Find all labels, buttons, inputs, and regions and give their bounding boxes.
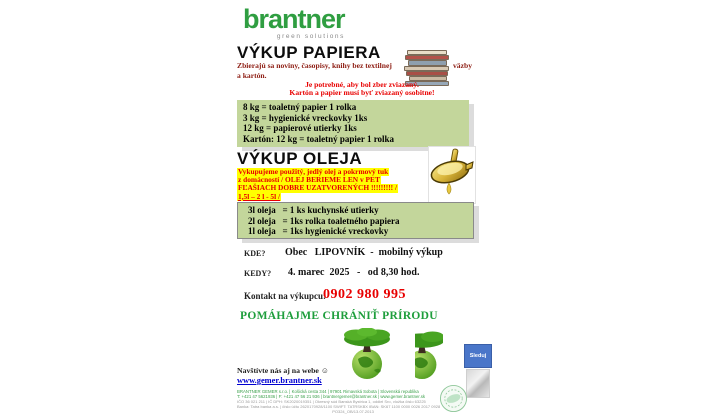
paper-warning-line1: Je potrebné, aby bol zber zviazaný. [305,80,419,89]
tree-globe-image-1 [340,328,394,380]
oil-highlight-line: 1,5l – 2 l - 5l / [238,191,281,201]
paper-section-title: VÝKUP PAPIERA [237,43,381,62]
paper-intro-line2: a kartón. [237,71,267,80]
paper-intro-line1: Zbierajú sa noviny, časopisy, knihy bez textilnej [237,61,392,70]
paper-warning-line2: Kartón a papier musí byť zviazaný osobitne! [289,88,435,97]
footer-line: T: +421 47 5621936 | F: +421 47 56 21 936 | brantnergemer@brantner.sk | www.gemer.brantner.sk [237,393,426,399]
brantner-logo-text: brantner [243,4,345,34]
paper-stack-image [404,50,448,79]
footer-doc-code: PO324_OB/13.07.2013 [332,408,374,414]
contact-phone: 0902 980 995 [323,287,406,302]
paper-rate-row: 3 kg = hygienické vreckovky 1ks [243,112,368,123]
oil-highlight-line: FĽAŠIACH DOBRE UZATVORENÝCH !!!!!!!!! / [238,183,398,193]
website-link[interactable]: www.gemer.brantner.sk [237,376,322,385]
oil-highlight-line: Vykupujeme použitý, jedlý olej a pokrmový tuk [238,167,389,176]
oil-rate-row: 3l oleja = 1 ks kuchynské utierky [248,205,379,215]
oil-highlight-line: z domácností / OLEJ BERIEME LEN v PET [238,175,380,185]
paper-rates-box [237,100,469,147]
follow-button[interactable]: Sleduj [464,344,492,368]
paper-rate-row: 8 kg = toaletný papier 1 rolka [243,102,357,112]
contact-label: Kontakt na výkupcu: [244,291,327,301]
photo-thumbnail [466,369,490,398]
where-value: Obec LIPOVNÍK - mobilný výkup [285,247,443,258]
oil-highlight-block [237,168,407,201]
oil-section-title: VÝKUP OLEJA [237,149,363,168]
paper-rate-row: Kartón: 12 kg = toaletný papier 1 rolka [243,133,395,144]
footer-block [237,390,469,415]
footer-line: BRANTNER GEMER s.r.o. | Košická cesta 344 | 97901 Rimavská Sobota | Slovenská republika [237,389,419,394]
oil-rate-row: 1l oleja = 1ks hygienické vreckovky [248,226,389,237]
brantner-logo-tagline: green solutions [276,33,345,40]
visit-web-text: Navštívte nás aj na webe ☺ [237,366,329,375]
paper-rate-row: 12 kg = papierové utierky 1ks [243,123,357,134]
oil-rate-row: 2l oleja = 1ks rolka toaletného papiera [248,215,400,226]
footer-line: Banka: Tatra banka a.s. | číslo účtu 2620170928/1100 SWIFT: TATRSKBX IBAN: SK67 1100 0000 0026 2017 0928 [237,403,441,409]
oil-ladle-image [428,146,476,204]
oil-rates-box [237,202,474,239]
when-value: 4. marec 2025 - od 8,30 hod. [288,267,420,278]
where-label: KDE? [244,249,266,258]
slogan-text: POMÁHAJME CHRÁNIŤ PRÍRODU [240,310,438,322]
brantner-logo [243,6,345,40]
tree-globe-image-2 [415,330,443,380]
footer-line: IČO 36 021 211 | IČ DPH: SK2020019351 | Okresný súd Banská Bystrica 1, oddiel Sro, vložka číslo 63225 [237,398,426,404]
paper-intro-word: väzby [453,61,472,70]
when-label: KEDY? [244,269,272,278]
anniversary-stamp-icon [439,384,468,413]
